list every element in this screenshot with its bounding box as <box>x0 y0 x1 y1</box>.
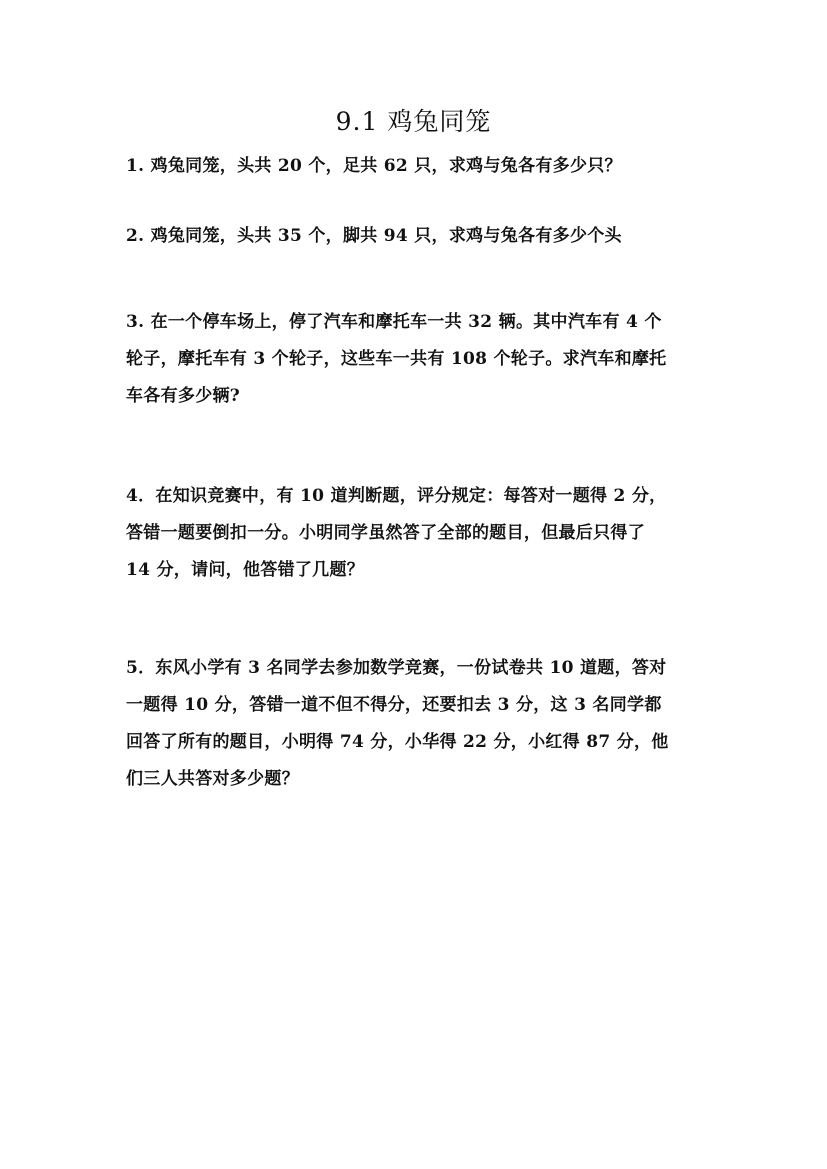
question-4-line-2: 答错一题要倒扣一分。小明同学虽然答了全部的题目，但最后只得了 <box>126 523 645 543</box>
question-1 <box>126 148 706 185</box>
question-1-line-1: 1. 鸡兔同笼，头共 20 个，足共 62 只，求鸡与兔各有多少只？ <box>126 156 622 176</box>
question-2-line-1: 2. 鸡兔同笼，头共 35 个，脚共 94 只，求鸡与兔各有多少个头 <box>126 226 622 246</box>
question-3-line-1: 3. 在一个停车场上，停了汽车和摩托车一共 32 辆。其中汽车有 4 个 <box>126 312 662 332</box>
question-4-line-3: 14 分，请问，他答错了几题？ <box>126 560 365 580</box>
question-5-line-1: 5．东风小学有 3 名同学去参加数学竞赛，一份试卷共 10 道题，答对 <box>126 658 667 678</box>
page-title: 9.1 鸡兔同笼 <box>335 107 492 136</box>
question-5-line-2: 一题得 10 分，答错一道不但不得分，还要扣去 3 分，这 3 名同学都 <box>126 695 662 715</box>
question-3 <box>126 304 706 415</box>
question-2 <box>126 218 706 255</box>
question-3-line-2: 轮子，摩托车有 3 个轮子，这些车一共有 108 个轮子。求汽车和摩托 <box>126 349 667 369</box>
question-5-line-3: 回答了所有的题目，小明得 74 分，小华得 22 分，小红得 87 分，他 <box>126 732 669 752</box>
question-4 <box>126 478 706 589</box>
question-4-line-1: 4．在知识竞赛中，有 10 道判断题，评分规定：每答对一题得 2 分， <box>126 486 667 506</box>
question-5-line-4: 们三人共答对多少题？ <box>126 769 299 789</box>
question-3-line-3: 车各有多少辆? <box>126 386 241 406</box>
question-5 <box>126 650 706 798</box>
